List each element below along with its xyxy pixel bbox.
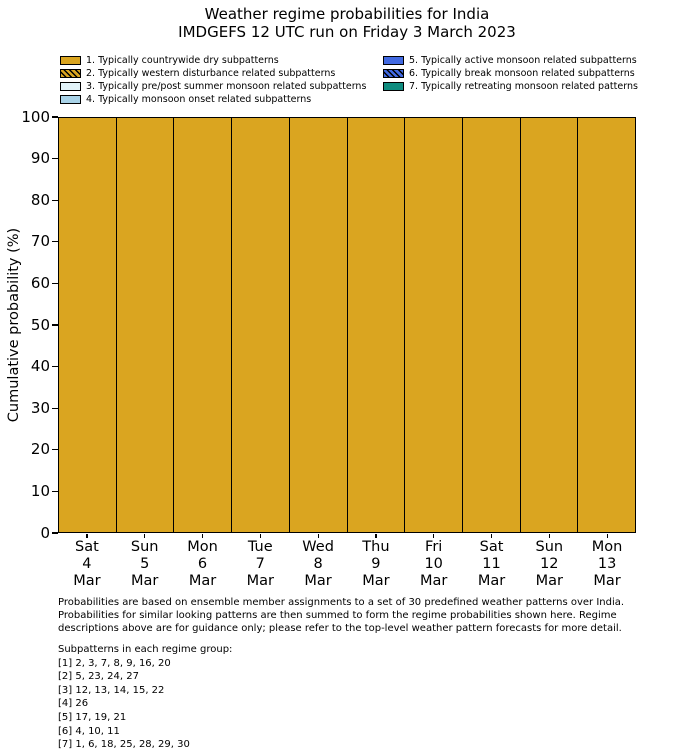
x-tick-label-line: Mon [591,539,623,555]
legend-color-swatch [383,56,404,65]
legend-color-swatch [60,95,81,104]
bar-segment [232,118,289,532]
x-tick-label-line: Mar [246,573,274,589]
x-tick-label-line: 13 [597,556,617,572]
bar-segment [174,118,231,532]
x-tick-label-line: 8 [313,556,323,572]
x-tick-label-line: Mar [188,573,217,589]
legend-item [383,67,638,80]
legend-item-label: 5. Typically active monsoon related subpatterns [409,55,637,66]
subpatterns-group-line: [5] 17, 19, 21 [58,711,127,723]
footnote [58,596,624,635]
legend-item-label: 4. Typically monsoon onset related subpatterns [86,94,312,105]
x-tick-label-line: Mar [73,573,101,589]
legend-color-swatch [60,69,81,78]
legend-color-swatch [383,82,404,91]
legend-item [60,80,366,93]
legend-item [60,54,366,67]
x-tick-label [58,539,116,590]
x-tick-label-line: Tue [247,539,273,555]
bar-segment [348,118,405,532]
legend-item-label: 6. Typically break monsoon related subpatterns [409,68,635,79]
x-tick-label-line: 5 [140,556,150,572]
bar-segment [290,118,347,532]
bar-segment [521,118,578,532]
stacked-bar-sun-5 [117,118,175,532]
x-tick-label [289,539,347,590]
stacked-bar-sun-12 [521,118,579,532]
x-tick-label-line: 9 [371,556,381,572]
x-tick-label-line: Mar [535,573,563,589]
bar-segment [117,118,174,532]
x-tick-label [231,539,289,590]
y-tick-label: 100 [21,107,50,126]
stacked-bar-wed-8 [290,118,348,532]
y-tick-mark [52,324,58,325]
y-tick-mark [52,491,58,492]
legend-item [383,80,638,93]
x-tick-mark [491,534,492,538]
x-tick-label-line: Sat [75,539,99,555]
bar-segment [578,118,635,532]
y-tick-mark [52,449,58,450]
y-tick-label: 30 [30,398,50,417]
stacked-bar-fri-10 [405,118,463,532]
x-tick-label-line: Sat [479,539,504,555]
x-tick-label-line: Mar [477,573,506,589]
subpatterns-group-line: [6] 4, 10, 11 [58,725,120,737]
legend-item [383,54,638,67]
x-tick-label-line: Mar [362,573,390,589]
bar-segment [463,118,520,532]
stacked-bar-sat-4 [59,118,117,532]
x-tick-label [520,539,578,590]
x-tick-mark [433,534,434,538]
footnote-line: descriptions above are for guidance only; please refer to the top-level weather pattern forecasts for more detail. [58,623,622,634]
x-tick-label-line: 7 [255,556,265,572]
y-tick-mark [52,241,58,242]
y-tick-label: 80 [30,190,50,209]
x-tick-mark [318,534,319,538]
x-tick-label-line: Mar [420,573,448,589]
x-tick-label [174,539,232,590]
subpatterns-group-line: [4] 26 [58,698,89,710]
subpatterns-heading: Subpatterns in each regime group: [58,644,233,655]
chart-title: Weather regime probabilities for India [204,5,490,23]
y-axis-label: Cumulative probability (%) [6,227,22,423]
y-tick-label: 10 [30,481,50,500]
x-tick-label-line: 11 [482,556,501,572]
x-tick-label [463,539,521,590]
subpatterns-group-line: [3] 12, 13, 14, 15, 22 [58,684,165,696]
x-tick-mark [202,534,203,538]
x-tick-label-line: 10 [424,556,443,572]
legend-item [60,93,366,106]
y-tick-label: 40 [30,357,50,376]
x-tick-label-line: 6 [197,556,208,572]
stacked-bar-mon-13 [578,118,635,532]
subpatterns-list [58,643,232,752]
y-tick-mark [52,366,58,367]
legend-item-label: 7. Typically retreating monsoon related patterns [409,81,638,92]
stacked-bar-sat-11 [463,118,521,532]
x-tick-mark [144,534,145,538]
x-tick-label-line: 12 [540,556,559,572]
legend-column-right [383,54,638,93]
y-tick-mark [52,408,58,409]
subpatterns-group-line: [1] 2, 3, 7, 8, 9, 16, 20 [58,657,171,669]
y-tick-mark [52,158,58,159]
x-tick-label-line: Sun [535,539,564,555]
legend-color-swatch [60,56,81,65]
x-tick-label-line: Sun [130,539,159,555]
y-tick-label: 20 [30,440,50,459]
y-tick-label: 50 [30,315,50,334]
footnote-line: Probabilities for similar looking patterns are then summed to form the regime probabilities shown here. Regime [58,610,617,621]
legend-item-label: 2. Typically western disturbance related subpatterns [86,68,336,79]
y-tick-label: 70 [30,232,50,251]
x-tick-label-line: Mar [131,573,159,589]
footnote-line: Probabilities are based on ensemble member assignments to a set of 30 predefined weather patterns over India. [58,597,625,608]
legend-color-swatch [60,82,81,91]
subpatterns-group-line: [2] 5, 23, 24, 27 [58,671,139,683]
y-tick-mark [52,200,58,201]
legend-item-label: 3. Typically pre/post summer monsoon related subpatterns [86,81,367,92]
y-tick-label: 90 [30,149,50,168]
x-tick-label [578,539,636,590]
subpatterns-group-line: [7] 1, 6, 18, 25, 28, 29, 30 [58,739,190,751]
x-tick-label-line: Mon [187,539,218,555]
y-tick-label: 60 [30,273,50,292]
x-tick-label-line: Mar [593,573,621,589]
legend-item-label: 1. Typically countrywide dry subpatterns [86,55,279,66]
plot-area [58,117,636,533]
y-tick-mark [52,532,58,533]
x-tick-label [347,539,405,590]
x-tick-label-line: Thu [362,539,390,555]
x-tick-mark [86,534,87,538]
x-tick-mark [375,534,376,538]
x-tick-label-line: Fri [425,539,443,555]
bar-segment [405,118,462,532]
x-tick-label-line: 4 [82,556,92,572]
legend-color-swatch [383,69,404,78]
y-tick-label: 0 [40,523,50,542]
y-tick-mark [52,116,58,117]
stacked-bar-tue-7 [232,118,290,532]
y-tick-mark [52,283,58,284]
x-tick-mark [260,534,261,538]
bar-segment [59,118,116,532]
chart-subtitle: IMDGEFS 12 UTC run on Friday 3 March 2023 [178,23,516,41]
x-tick-label-line: Wed [302,539,334,555]
x-tick-label [405,539,463,590]
x-tick-mark [607,534,608,538]
x-tick-mark [549,534,550,538]
legend-item [60,67,366,80]
legend-column-left [60,54,366,106]
x-tick-label-line: Mar [304,573,332,589]
x-tick-label [116,539,174,590]
stacked-bar-mon-6 [174,118,232,532]
stacked-bar-thu-9 [348,118,406,532]
